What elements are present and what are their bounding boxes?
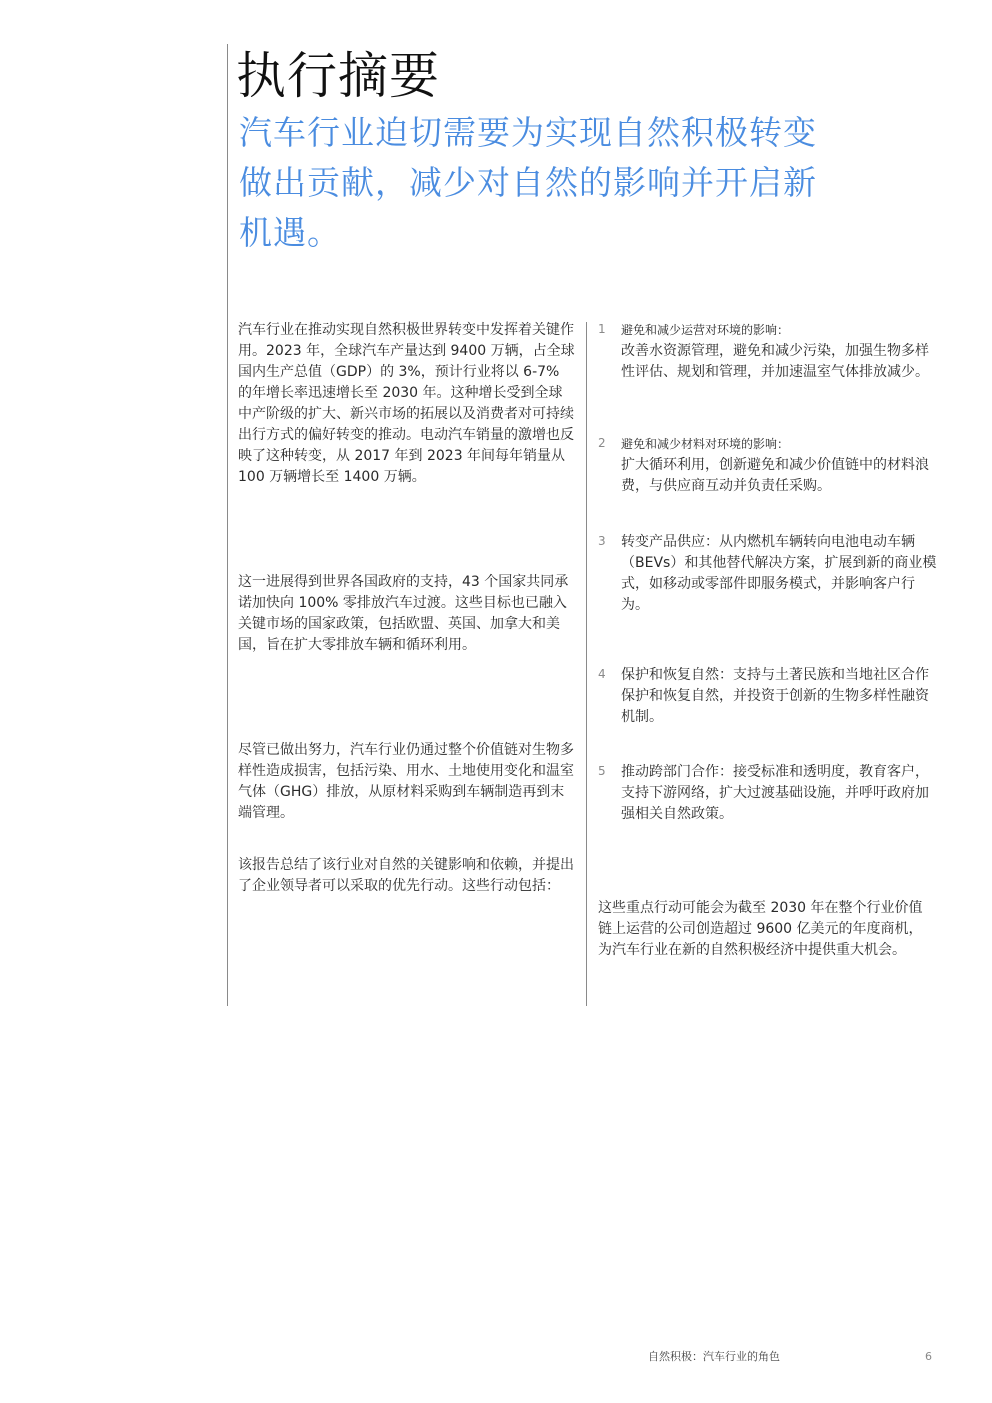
page-number: 6 — [925, 1350, 932, 1363]
item-number: 2 — [598, 436, 606, 450]
item-number: 1 — [598, 322, 606, 336]
item-body: 扩大循环利用，创新避免和减少价值链中的材料浪费，与供应商互动并负责任采购。 — [621, 457, 929, 494]
footer-title: 自然积极：汽车行业的角色 — [648, 1350, 780, 1363]
action-item — [598, 762, 938, 825]
item-number: 5 — [598, 764, 606, 778]
page-title: 执行摘要 — [236, 47, 440, 105]
action-item — [598, 434, 938, 497]
item-number: 3 — [598, 534, 606, 548]
left-paragraph: 汽车行业在推动实现自然积极世界转变中发挥着关键作用。2023 年，全球汽车产量达到 9400 万辆，占全球国内生产总值（GDP）的 3%，预计行业将以 6-7% 的年增长率迅速增长至 2030 年。这种增长受到全球中产阶级的扩大、新兴市场的拓展以及消费者对可持续出行方式的偏好转变的推动。电动汽车销量的激增也反映了这种转变，从 2017 年到 2023 年间每年销量从 100 万辆增长至 1400 万辆。 — [238, 322, 575, 485]
item-heading: 避免和减少运营对环境的影响： — [621, 323, 790, 337]
page-subtitle: 汽车行业迫切需要为实现自然积极转变做出贡献，减少对自然的影响并开启新机遇。 — [239, 113, 817, 252]
item-body: 改善水资源管理，避免和减少污染，加强生物多样性评估、规划和管理，并加速温室气体排放减少。 — [621, 343, 929, 380]
action-item — [598, 665, 938, 728]
left-paragraph: 这一进展得到世界各国政府的支持，43 个国家共同承诺加快向 100% 零排放汽车过渡。这些目标也已融入关键市场的国家政策，包括欧盟、英国、加拿大和美国，旨在扩大零排放车辆和循环利用。 — [238, 574, 569, 653]
left-rule — [227, 44, 228, 1006]
closing-paragraph: 这些重点行动可能会为截至 2030 年在整个行业价值链上运营的公司创造超过 9600 亿美元的年度商机，为汽车行业在新的自然积极经济中提供重大机会。 — [598, 900, 923, 958]
item-heading: 避免和减少材料对环境的影响： — [621, 437, 790, 451]
left-paragraph: 该报告总结了该行业对自然的关键影响和依赖，并提出了企业领导者可以采取的优先行动。这些行动包括： — [238, 857, 574, 894]
left-paragraph: 尽管已做出努力，汽车行业仍通过整个价值链对生物多样性造成损害，包括污染、用水、土地使用变化和温室气体（GHG）排放，从原材料采购到车辆制造再到末端管理。 — [238, 742, 574, 821]
item-body: 转变产品供应：从内燃机车辆转向电池电动车辆（BEVs）和其他替代解决方案，扩展到新的商业模式，如移动或零部件即服务模式，并影响客户行为。 — [621, 534, 937, 613]
item-body: 推动跨部门合作：接受标准和透明度，教育客户，支持下游网络，扩大过渡基础设施，并呼吁政府加强相关自然政策。 — [621, 764, 929, 822]
action-item — [598, 320, 938, 383]
item-body: 保护和恢复自然：支持与土著民族和当地社区合作保护和恢复自然，并投资于创新的生物多样性融资机制。 — [621, 667, 929, 725]
item-number: 4 — [598, 667, 606, 681]
column-divider — [586, 322, 587, 1006]
action-item — [598, 532, 938, 616]
